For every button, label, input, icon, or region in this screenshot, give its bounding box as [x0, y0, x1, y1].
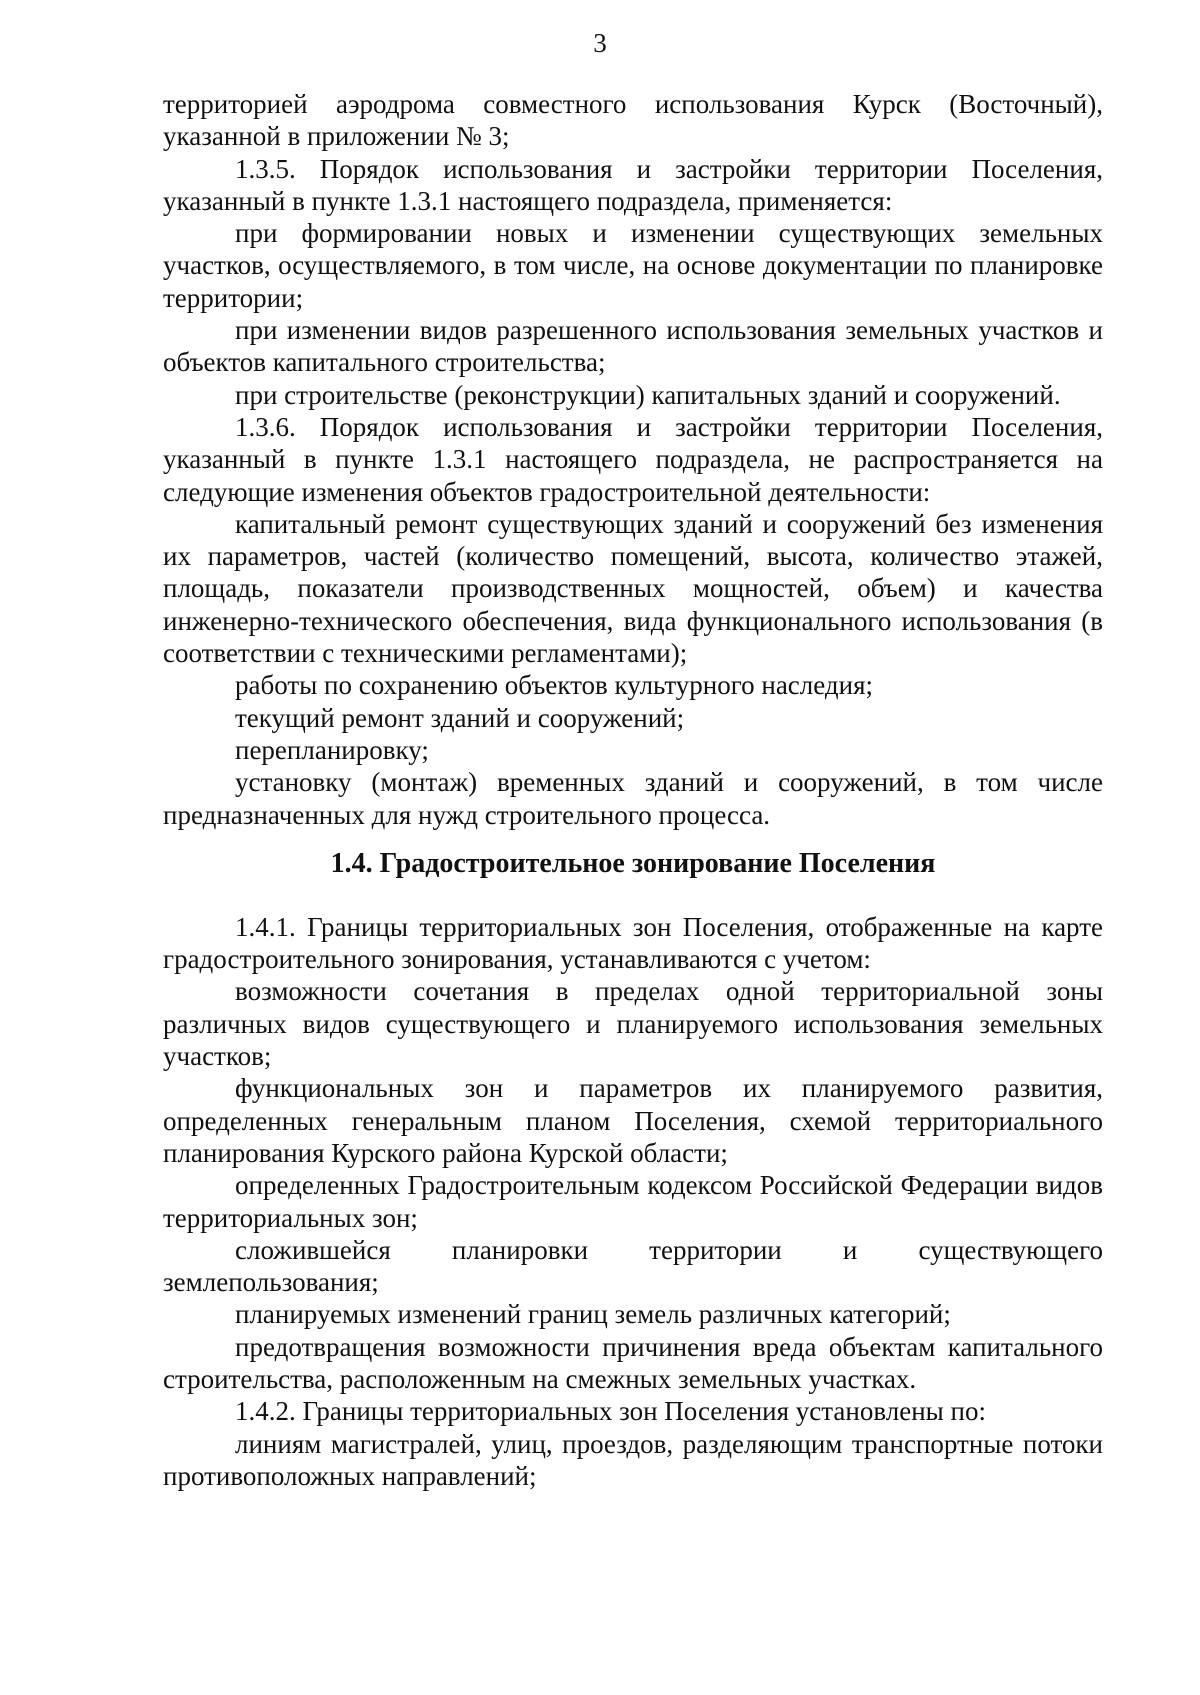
list-item: сложившейся планировки территории и существующего землепользования;	[163, 1234, 1103, 1298]
paragraph-1-4-2: 1.4.2. Границы территориальных зон Поселения установлены по:	[235, 1396, 986, 1427]
paragraph-1-3-6: 1.3.6. Порядок использования и застройки территории Поселения, указанный в пункте 1.3.1 настоящего подраздела, не распространяется на следующие изменения объектов градостроительной деятельности:	[163, 411, 1103, 507]
list-item: текущий ремонт зданий и сооружений;	[235, 702, 685, 733]
list-item: капитальный ремонт существующих зданий и сооружений без изменения их параметров, частей (количество помещений, высота, количество этажей, площадь, показатели производственных мощностей, объем) и качества инженерно-технического обеспечения, вида функционального использования (в соответствии с техническими регламентами);	[163, 508, 1103, 669]
list-item: работы по сохранению объектов культурного наследия;	[235, 670, 873, 701]
list-item: перепланировку;	[235, 734, 429, 765]
list-item: линиям магистралей, улиц, проездов, разделяющим транспортные потоки противоположных направлений;	[163, 1428, 1103, 1491]
list-item: при строительстве (реконструкции) капитальных зданий и сооружений.	[235, 379, 1061, 410]
list-item: функциональных зон и параметров их планируемого развития, определенных генеральным планом Поселения, схемой территориального планирования Курского района Курской области;	[163, 1073, 1103, 1168]
section-heading: 1.4. Градостроительное зонирование Поселения	[330, 847, 936, 879]
list-item: планируемых изменений границ земель различных категорий;	[235, 1299, 951, 1330]
page-number: 3	[593, 28, 607, 58]
document-body	[163, 88, 1103, 1492]
list-item: определенных Градостроительным кодексом Российской Федерации видов территориальных зон;	[163, 1170, 1103, 1233]
list-item: при изменении видов разрешенного использования земельных участков и объектов капитального строительства;	[163, 315, 1103, 378]
list-item: при формировании новых и изменении существующих земельных участков, осуществляемого, в том числе, на основе документации по планировке территории;	[163, 218, 1103, 313]
list-item: установку (монтаж) временных зданий и сооружений, в том числе предназначенных для нужд строительного процесса.	[163, 767, 1103, 830]
paragraph-1-3-5: 1.3.5. Порядок использования и застройки территории Поселения, указанный в пункте 1.3.1 настоящего подраздела, применяется:	[163, 153, 1103, 216]
paragraph-1-4-1: 1.4.1. Границы территориальных зон Поселения, отображенные на карте градостроительного зонирования, устанавливаются с учетом:	[163, 911, 1103, 975]
paragraph-continuation: территорией аэродрома совместного использования Курск (Восточный), указанной в приложении № 3;	[163, 89, 1103, 152]
list-item: предотвращения возможности причинения вреда объектам капитального строительства, расположенным на смежных земельных участках.	[163, 1331, 1103, 1394]
list-item: возможности сочетания в пределах одной территориальной зоны различных видов существующего и планируемого использования земельных участков;	[163, 976, 1103, 1072]
